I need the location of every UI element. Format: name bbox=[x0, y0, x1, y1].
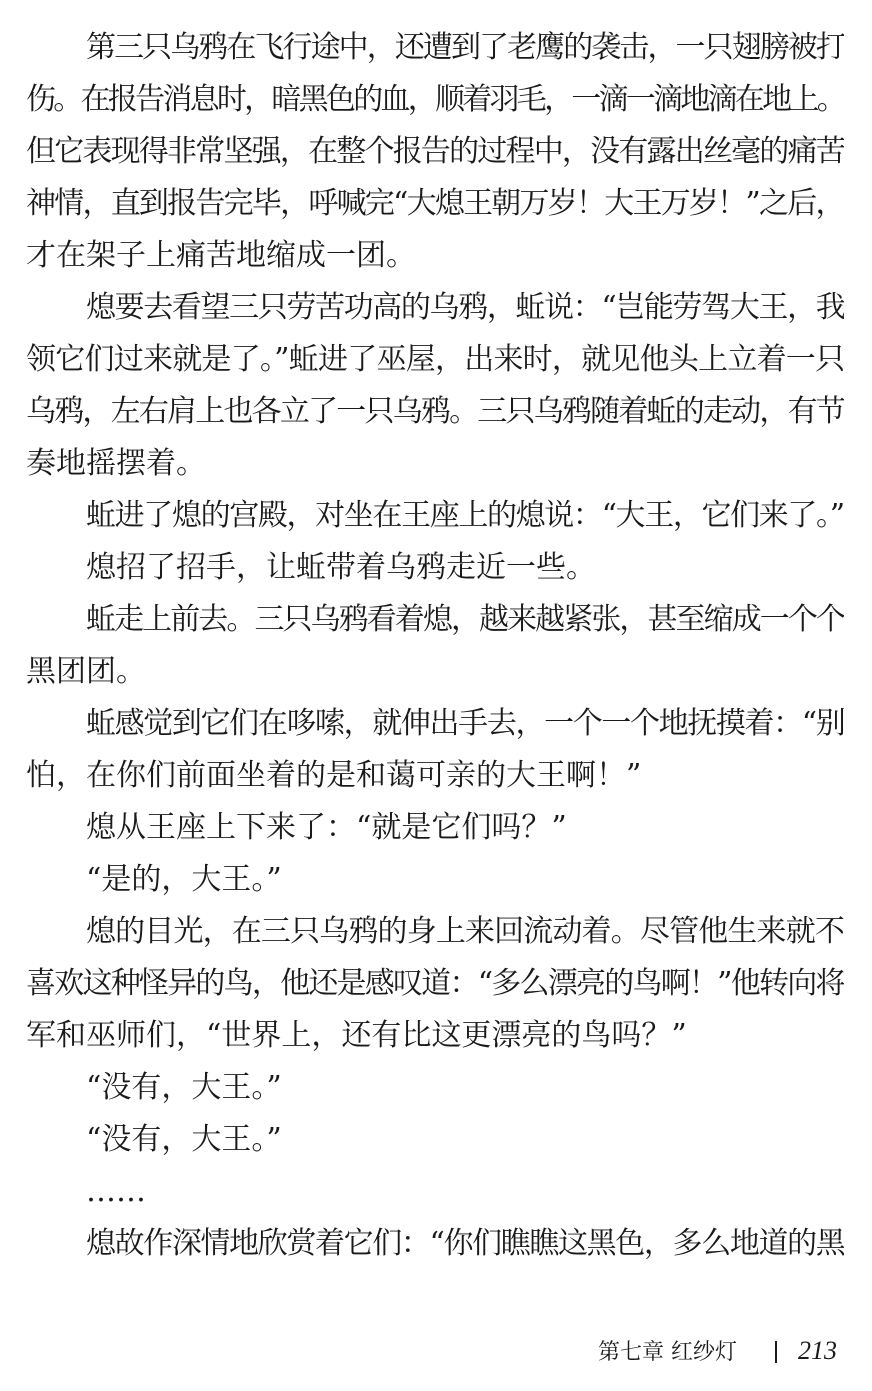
text-line: 伤。在报告消息时，暗黑色的血，顺着羽毛，一滴一滴地滴在地上。 bbox=[26, 82, 844, 117]
text-line: 熄招了招手，让蚯带着乌鸦走近一些。 bbox=[86, 550, 596, 585]
text-line: 熄的目光，在三只乌鸦的身上来回流动着。尽管他生来就不 bbox=[86, 914, 844, 949]
text-line: 熄从王座上下来了：“就是它们吗？” bbox=[86, 810, 567, 845]
text-line: 第三只乌鸦在飞行途中，还遭到了老鹰的袭击，一只翅膀被打 bbox=[86, 30, 844, 65]
footer-divider bbox=[775, 1341, 777, 1363]
text-line: 但它表现得非常坚强，在整个报告的过程中，没有露出丝毫的痛苦 bbox=[26, 134, 844, 169]
text-line: “是的，大王。” bbox=[86, 862, 282, 897]
page-footer bbox=[0, 1334, 872, 1374]
text-line: 怕，在你们前面坐着的是和蔼可亲的大王啊！” bbox=[26, 758, 642, 793]
text-line: 黑团团。 bbox=[26, 654, 146, 689]
text-line: 奏地摇摆着。 bbox=[26, 446, 206, 481]
text-line: 熄故作深情地欣赏着它们：“你们瞧瞧这黑色，多么地道的黑 bbox=[86, 1226, 844, 1261]
text-line: 才在架子上痛苦地缩成一团。 bbox=[26, 238, 416, 273]
text-line: 蚯感觉到它们在哆嗦，就伸出手去，一个一个地抚摸着：“别 bbox=[86, 706, 844, 741]
text-line: 蚯进了熄的宫殿，对坐在王座上的熄说：“大王，它们来了。” bbox=[86, 498, 844, 533]
text-line: 熄要去看望三只劳苦功高的乌鸦，蚯说：“岂能劳驾大王，我 bbox=[86, 290, 844, 325]
text-line: “没有，大王。” bbox=[86, 1122, 282, 1157]
chapter-title: 第七章 红纱灯 bbox=[598, 1340, 737, 1365]
text-line: 蚯走上前去。三只乌鸦看着熄，越来越紧张，甚至缩成一个个 bbox=[86, 602, 844, 637]
text-line: 军和巫师们，“世界上，还有比这更漂亮的鸟吗？” bbox=[26, 1018, 687, 1053]
text-line: 领它们过来就是了。”蚯进了巫屋，出来时，就见他头上立着一只 bbox=[26, 342, 844, 377]
text-line: …… bbox=[86, 1174, 146, 1209]
page-number: 213 bbox=[798, 1336, 837, 1365]
text-line: 神情，直到报告完毕，呼喊完“大熄王朝万岁！大王万岁！”之后， bbox=[26, 186, 844, 221]
text-line: 喜欢这种怪异的鸟，他还是感叹道：“多么漂亮的鸟啊！”他转向将 bbox=[26, 966, 844, 1001]
text-line: “没有，大王。” bbox=[86, 1070, 282, 1105]
text-line: 乌鸦，左右肩上也各立了一只乌鸦。三只乌鸦随着蚯的走动，有节 bbox=[26, 394, 844, 429]
